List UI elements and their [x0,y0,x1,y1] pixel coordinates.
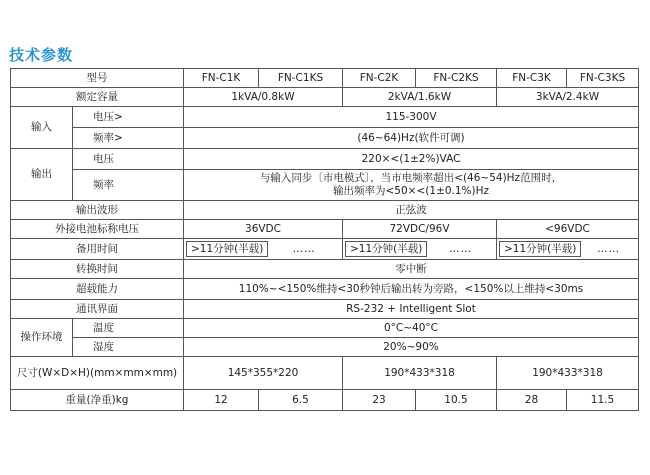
model-cell: FN-C1K [184,69,259,88]
model-cell: FN-C3KS [567,69,639,88]
waveform-value: 正弦波 [184,201,639,220]
model-cell: FN-C3K [497,69,567,88]
label-input-frequency: 频率> [73,128,184,149]
backup-cell [343,239,497,260]
row-input-frequency [11,128,639,149]
battery-voltage-cell: <96VDC [497,220,639,239]
backup-dots: …… [597,242,621,255]
label-output-frequency: 频率 [73,170,184,201]
row-output-voltage [11,149,639,170]
label-input-voltage: 电压> [73,107,184,128]
row-dimensions [11,357,639,390]
label-weight: 重量(净重)kg [11,390,184,411]
backup-cell [184,239,343,260]
label-overload: 超载能力 [11,279,184,300]
row-overload [11,279,639,300]
dimensions-cell: 190*433*318 [343,357,497,390]
row-temperature [11,319,639,338]
row-humidity [11,338,639,357]
backup-cell [497,239,639,260]
backup-dots: …… [449,242,473,255]
backup-sub-box: >11分钟(半载) [499,241,581,257]
label-output-voltage: 电压 [73,149,184,170]
backup-sub-box: >11分钟(半载) [186,241,268,257]
dimensions-cell: 145*355*220 [184,357,343,390]
humidity-value: 20%~90% [184,338,639,357]
input-voltage-value: 115-300V [184,107,639,128]
row-input-voltage [11,107,639,128]
label-model: 型号 [11,69,184,88]
weight-cell: 10.5 [416,390,497,411]
label-humidity: 湿度 [73,338,184,357]
row-capacity [11,88,639,107]
weight-cell: 23 [343,390,416,411]
row-transfer-time [11,260,639,279]
output-voltage-value: 220×<(1±2%)VAC [184,149,639,170]
backup-sub-box: >11分钟(半载) [345,241,427,257]
output-frequency-line: 输出频率为<50×<(1±0.1%)Hz [332,185,489,197]
model-cell: FN-C2K [343,69,416,88]
label-battery-voltage: 外接电池标称电压 [11,220,184,239]
spec-table [10,68,639,411]
label-backup-time: 备用时间 [11,239,184,260]
row-waveform [11,201,639,220]
weight-cell: 6.5 [259,390,343,411]
transfer-time-value: 零中断 [184,260,639,279]
label-rated-capacity: 额定容量 [11,88,184,107]
weight-cell: 28 [497,390,567,411]
capacity-cell: 2kVA/1.6kW [343,88,497,107]
capacity-cell: 3kVA/2.4kW [497,88,639,107]
output-frequency-value [184,170,639,201]
row-weight [11,390,639,411]
temperature-value: 0°C~40°C [184,319,639,338]
label-input: 输入 [11,107,73,149]
model-cell: FN-C1KS [259,69,343,88]
weight-cell: 12 [184,390,259,411]
output-frequency-line: 与输入同步〔市电模式〕，当市电频率超出<(46~54)Hz范围时， [259,172,563,184]
weight-cell: 11.5 [567,390,639,411]
row-model [11,69,639,88]
row-output-frequency [11,170,639,201]
label-comm-interface: 通讯界面 [11,300,184,319]
comm-interface-value: RS-232 + Intelligent Slot [184,300,639,319]
row-comm-interface [11,300,639,319]
label-output: 输出 [11,149,73,201]
row-backup-time [11,239,639,260]
model-cell: FN-C2KS [416,69,497,88]
label-temperature: 温度 [73,319,184,338]
overload-value: 110%~<150%维持<30秒钟后输出转为旁路，<150%以上维持<30ms [184,279,639,300]
label-transfer-time: 转换时间 [11,260,184,279]
label-output-waveform: 输出波形 [11,201,184,220]
label-dimensions: 尺寸(W×D×H)(mm×mm×mm) [11,357,184,390]
dimensions-cell: 190*433*318 [497,357,639,390]
page-title: 技术参数 [9,46,74,64]
capacity-cell: 1kVA/0.8kW [184,88,343,107]
battery-voltage-cell: 72VDC/96V [343,220,497,239]
label-environment: 操作环境 [11,319,73,357]
row-battery-voltage [11,220,639,239]
backup-dots: …… [292,242,316,255]
input-frequency-value: (46~64)Hz(软件可调) [184,128,639,149]
battery-voltage-cell: 36VDC [184,220,343,239]
